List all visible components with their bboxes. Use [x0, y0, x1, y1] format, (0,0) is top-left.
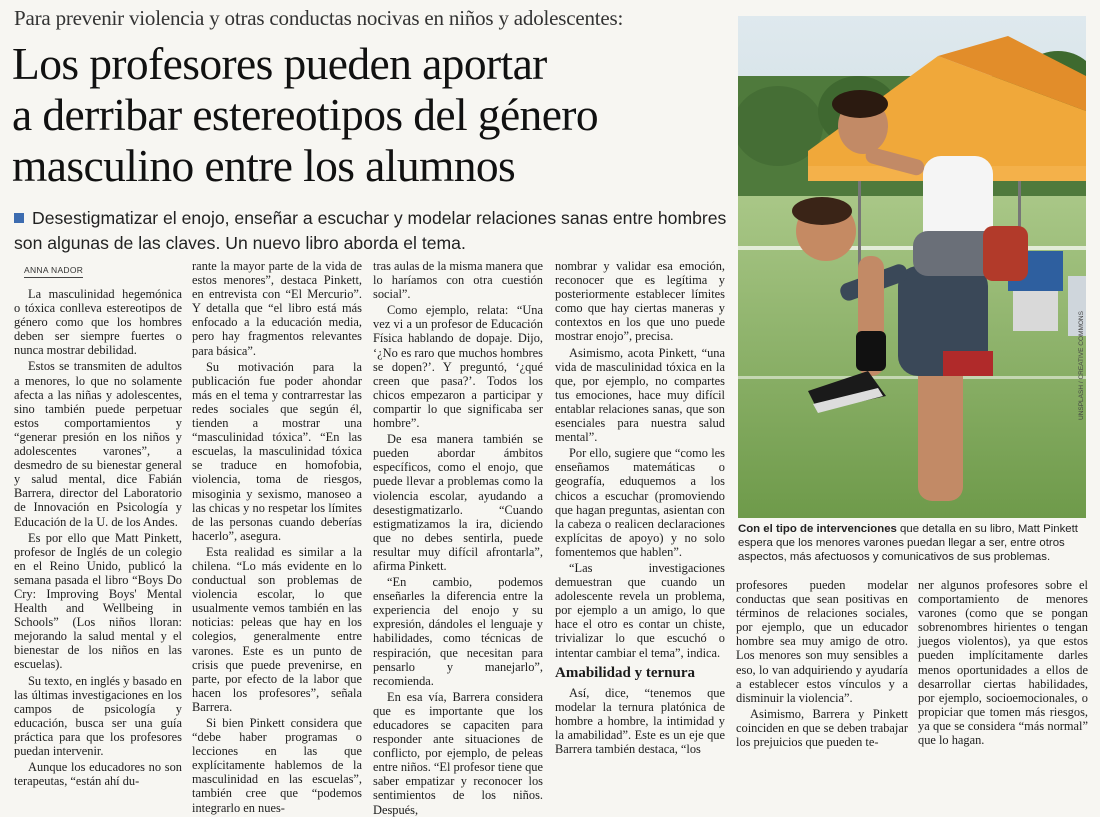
deck-text: Desestigmatizar el enojo, enseñar a escuchar y modelar relaciones sanas entre hombres son algunas de las claves. Un nuevo libro aborda el tema. [14, 208, 727, 253]
paragraph: Si bien Pinkett considera que “debe haber programas o lecciones en las que explícitamente hablemos de la masculinidad en las escuelas”, también cree que “podemos integrarlo en nues- [192, 716, 362, 815]
paragraph: La masculinidad hegemónica o tóxica conlleva estereotipos de género como que los hombres deben ser siempre fuertes o nunca mostrar debilidad. [14, 287, 182, 358]
paragraph: Como ejemplo, relata: “Una vez vi a un profesor de Educación Física hablando de dopaje. Dijo, ‘¿No es raro que muchos hombres se dopen?’. Y preguntó, ‘¿qué creen que pasa?’. Todos los chicos empezaron a participar y compartir lo que significaba ser hombre”. [373, 303, 543, 431]
photo-illustration [738, 16, 1086, 518]
paragraph: “Las investigaciones demuestran que cuando un adolescente revela un problema, por ejemplo a un amigo, lo que hace el otro es contar un chiste, trivializar lo que escuchó o intentar cambiar el tema”, indica. [555, 560, 725, 660]
bullet-square-icon [14, 213, 24, 223]
column-5 [736, 578, 908, 749]
paragraph: rante la mayor parte de la vida de estos menores”, destaca Pinkett, en entrevista con “El Mercurio”. Y detalla que “el libro está más enfocado a la educación media, pero hay fragmentos relevantes para básica”. [192, 259, 362, 358]
byline: ANNA NADOR [24, 265, 83, 278]
paragraph: Así, dice, “tenemos que modelar la ternura platónica de hombre a hombre, la intimidad y la amabilidad”. Este es un eje que Barrera también destaca, “los [555, 685, 725, 757]
paragraph: tras aulas de la misma manera que lo haríamos con otra cuestión social”. [373, 259, 543, 302]
paragraph: Esta realidad es similar a la chilena. “Lo más evidente en lo conductual son problemas de violencia escolar, lo que usualmente vemos también en las noticias: peleas que hay en los colegios, generalmente entre varones. Este es un punto de crisis que puede prevenirse, en parte, por efecto de la labor que hacen los profesores”, señala Barrera. [192, 544, 362, 714]
kicker: Para prevenir violencia y otras conductas nocivas en niños y adolescentes: [14, 6, 624, 30]
paragraph: Es por ello que Matt Pinkett, profesor de Inglés de un colegio en el Reino Unido, publicó la semana pasada el libro “Boys Do Cry: Improving Boys' Mental Health and Wellbeing in Schools” (Los niños lloran: mejorando la salud mental y el bienestar de los niños en las escuelas). [14, 530, 182, 672]
photo-caption [738, 522, 1088, 564]
column-6 [918, 578, 1088, 747]
paragraph: ner algunos profesores sobre el comportamiento de menores varones (como que se pongan sobrenombres hirientes o tengan juegos violentos), ya que estos pueden implícitamente darles menos oportunidades a ellos de desarrollar ciertas habilidades, por ejemplo, socioemocionales, o propiciar que tomen más riesgos, ya que se considera “más normal” que lo hagan. [918, 578, 1088, 748]
caption-text: que detalla en su libro, Matt Pinkett espera que los menores varones puedan llegar a ser, entre otros aspectos, más afectuosos y comunicativos de sus problemas. [738, 523, 1078, 563]
paragraph: En esa vía, Barrera considera que es importante que los educadores se capaciten para responder ante situaciones de conflicto, por ejemplo, de peleas entre niños. “El profesor tiene que saber empatizar y reconocer los sentimientos de los niños. Después, [373, 689, 543, 817]
paragraph: Estos se transmiten de adultos a menores, lo que no solamente afecta a las niñas y adolescentes, sino también puede perpetuar estos comportamientos y “generar presión en los niños y adolescentes varones”, a desmedro de su bienestar general y salud mental, dice Fabián Barrera, director del Laboratorio de Innovación en Psicología y Educación de la U. de los Andes. [14, 359, 182, 529]
headline-line: masculino entre los alumnos [12, 140, 516, 191]
paragraph: Asimismo, acota Pinkett, “una vida de masculinidad tóxica en la que, por ejemplo, no compartes tus emociones, hace muy difícil entablar relaciones sanas, que son esenciales para nuestra salud mental”. [555, 345, 725, 445]
paragraph: De esa manera también se pueden abordar ámbitos específicos, como el enojo, que puede llevar a problemas como la violencia escolar, ayudando a desestigmatizarlo. “Cuando estigmatizamos la ira, diciendo que no debes sentirla, puede resultar muy difícil afrontarla”, afirma Pinkett. [373, 432, 543, 573]
paragraph: “En cambio, podemos enseñarles la diferencia entre la experiencia del enojo y su expresión, dándoles el lenguaje y habilidades, como técnicas de respiración, que necesitan para pensarlo y manejarlo”, recomienda. [373, 575, 543, 688]
column-2 [192, 259, 362, 815]
subhead: Amabilidad y ternura [555, 664, 696, 681]
headline [12, 38, 722, 191]
column-1 [14, 287, 182, 788]
headline-line: Los profesores pueden aportar [12, 38, 547, 89]
article-photo [738, 16, 1086, 518]
paragraph: Aunque los educadores no son terapeutas, “están ahí du- [14, 760, 182, 789]
paragraph: profesores pueden modelar conductas que sean positivas en términos de relaciones sociales, por ejemplo, que un educador hombre sea muy amigo de otro. Los menores son muy sensibles a eso, lo van adquiriendo y ayudaría a establecer estos vínculos y a disminuir la violencia”. [736, 578, 908, 705]
caption-lead: Con el tipo de intervenciones [738, 523, 897, 535]
paragraph: Por ello, sugiere que “como les enseñamos matemáticas o geografía, eduquemos a los chicos a escuchar (promoviendo que hagan preguntas, asientan con la cabeza o realicen declaraciones explícitas de apoyo) y no solo fomentemos que hablen”. [555, 446, 725, 559]
column-3 [373, 259, 543, 817]
paragraph: nombrar y validar esa emoción, reconocer que es legítima y posteriormente establecer límites como que hay ciertas maneras y contextos en los que uno puede mostrar enojo”, precisa. [555, 259, 725, 344]
column-4 [555, 259, 725, 756]
deck [14, 206, 729, 256]
paragraph: Su motivación para la publicación fue poder ahondar más en el tema y contrarrestar las redes sociales que según él, tienden a mostrar una “masculinidad tóxica”. “En las escuelas, la masculinidad tóxica se traduce en homofobia, violencia, toma de riesgos, misoginia y sexismo, manoseo a las chicas y no respetar los límites de las personas cuando deberías hacerlo”, asegura. [192, 359, 362, 543]
paragraph: Su texto, en inglés y basado en las últimas investigaciones en los campos de psicología y educación, busca ser una guía práctica para que los profesores puedan intervenir. [14, 673, 182, 758]
photo-credit: UNSPLASH / CREATIVE COMMONS [1078, 311, 1085, 420]
headline-line: a derribar estereotipos del género [12, 89, 598, 140]
paragraph: Asimismo, Barrera y Pinkett coinciden en que se deben trabajar los prejuicios que pueden te- [736, 706, 908, 750]
